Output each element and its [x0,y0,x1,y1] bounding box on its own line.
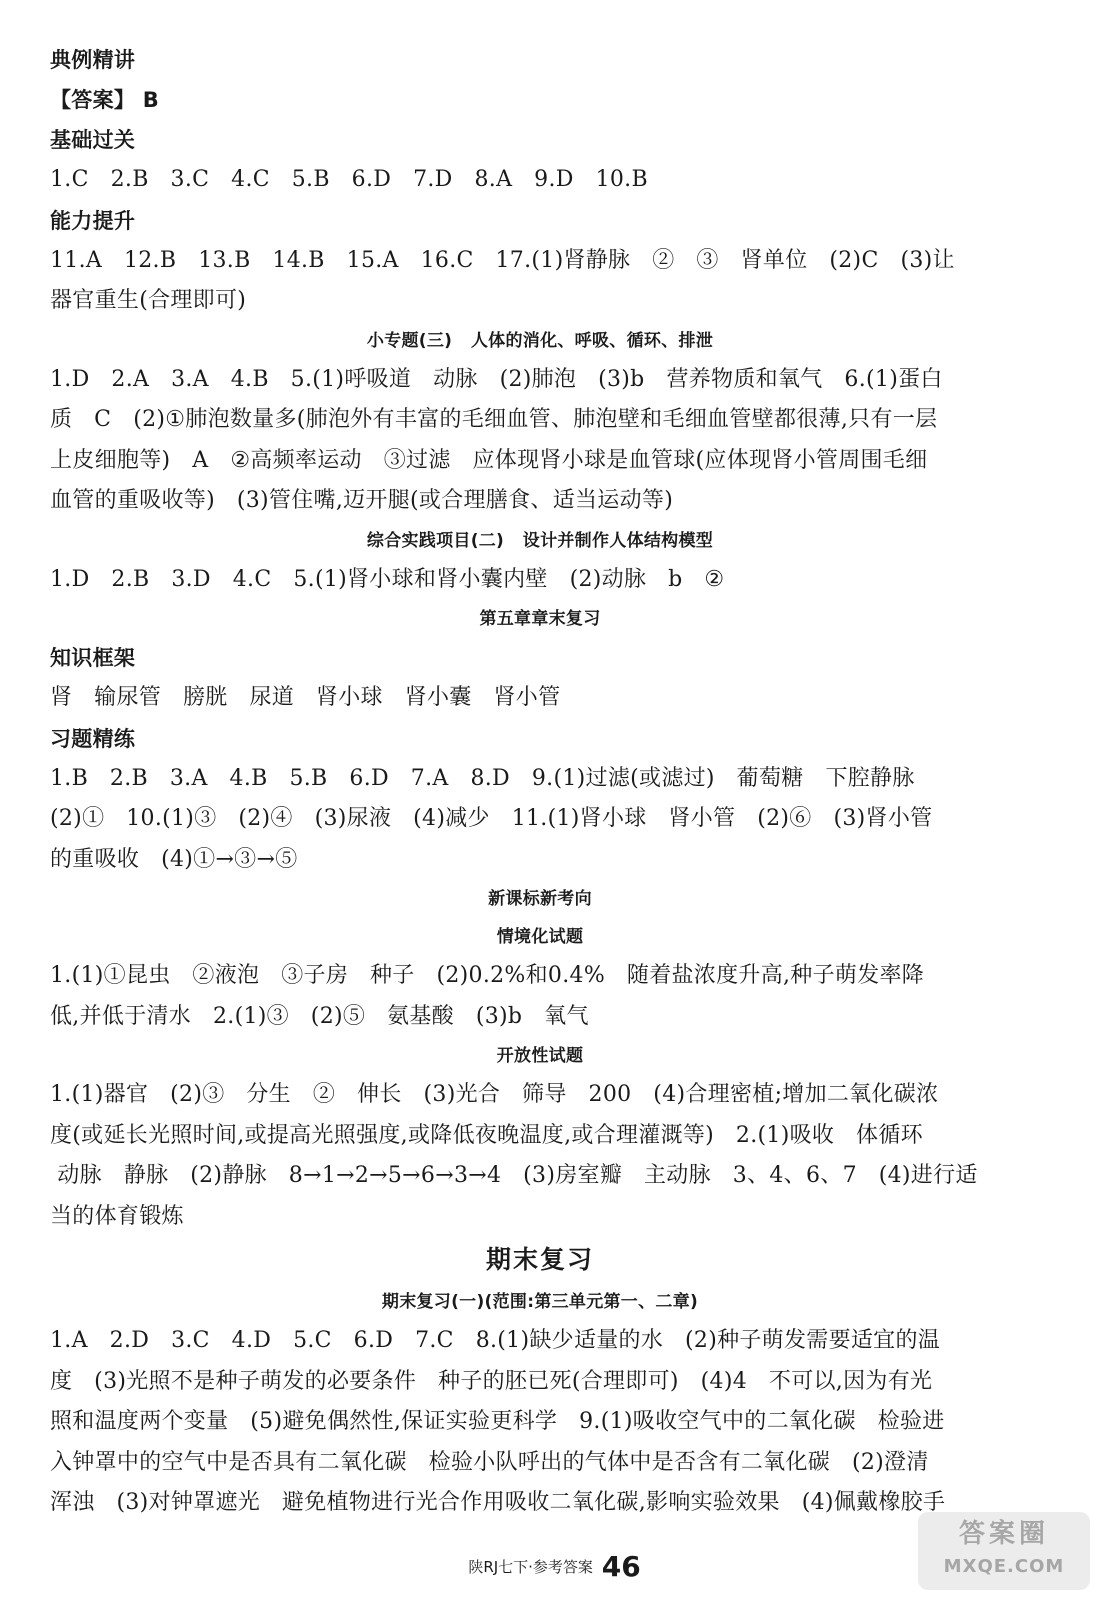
answer-line: 1.B 2.B 3.A 4.B 5.B 6.D 7.A 8.D 9.(1)过滤(或滤过) 葡萄糖 下腔静脉 [50,765,915,791]
answer-line: 血管的重吸收等) (3)管住嘴,迈开腿(或合理膳食、适当运动等) [50,488,674,513]
answer-line: 入钟罩中的空气中是否具有二氧化碳 检验小队呼出的气体中是否含有二氧化碳 (2)澄清 [50,1449,929,1475]
answer-line: 1.D 2.B 3.D 4.C 5.(1)肾小球和肾小囊内壁 (2)动脉 b ② [50,566,725,592]
answer-line: 1.(1)器官 (2)③ 分生 ② 伸长 (3)光合 筛导 200 (4)合理密植;增加二氧化碳浓 [50,1082,939,1107]
answer-line: 1.C 2.B 3.C 4.C 5.B 6.D 7.D 8.A 9.D 10.B [50,167,648,192]
section-heading: 能力提升 [50,208,136,233]
answer-line: 1.D 2.A 3.A 4.B 5.(1)呼吸道 动脉 (2)肺泡 (3)b 营养物质和氧气 6.(1)蛋白 [50,366,943,392]
subsection-title: 期末复习(一)(范围:第三单元第一、二章) [381,1292,699,1312]
subsection-title: 综合实践项目(二) 设计并制作人体结构模型 [366,530,714,551]
answer-line: 质 C (2)①肺泡数量多(肺泡外有丰富的毛细血管、肺泡壁和毛细血管壁都很薄,只有一层 [50,407,938,432]
answer-line: 度(或延长光照时间,或提高光照强度,或降低夜晚温度,或合理灌溉等) 2.(1)吸收 体循环 [50,1122,923,1148]
page-number: 46 [601,1550,641,1583]
watermark-url: MXQE.COM [943,1556,1065,1577]
answer-line: 的重吸收 (4)①→③→⑤ [50,846,298,872]
answer-line: 当的体育锻炼 [50,1203,184,1229]
answer-page [50,40,1030,1524]
subsection-title: 开放性试题 [496,1046,584,1066]
subsection-title: 情境化试题 [496,927,584,947]
answer-line: 动脉 静脉 (2)静脉 8→1→2→5→6→3→4 (3)房室瓣 主动脉 3、4、6、7 (4)进行适 [50,1163,978,1188]
footer-label: 陕RJ七下·参考答案 [468,1558,593,1576]
section-heading: 习题精练 [50,726,136,751]
answer-line: (2)① 10.(1)③ (2)④ (3)尿液 (4)减少 11.(1)肾小球 肾小管 (2)⑥ (3)肾小管 [50,806,933,831]
subsection-title: 小专题(三) 人体的消化、呼吸、循环、排泄 [366,330,714,351]
answer-line: 低,并低于清水 2.(1)③ (2)⑤ 氨基酸 (3)b 氧气 [50,1003,589,1029]
section-heading: 知识框架 [50,646,136,670]
answer-line: 照和温度两个变量 (5)避免偶然性,保证实验更科学 9.(1)吸收空气中的二氧化碳 检验进 [50,1409,945,1434]
answer-line: 度 (3)光照不是种子萌发的必要条件 种子的胚已死(合理即可) (4)4 不可以,因为有光 [50,1368,933,1394]
subsection-title: 新课标新考向 [488,889,592,909]
answer-line: 11.A 12.B 13.B 14.B 15.A 16.C 17.(1)肾静脉 ② ③ 肾单位 (2)C (3)让 [50,247,955,273]
section-heading: 典例精讲 [50,48,136,72]
answer-line: 浑浊 (3)对钟罩遮光 避免植物进行光合作用吸收二氧化碳,影响实验效果 (4)佩戴橡胶手 [50,1490,946,1515]
section-heading: 【答案】 B [50,88,160,112]
section-heading: 基础过关 [50,128,136,152]
answer-line: 器官重生(合理即可) [50,288,247,313]
answer-line: 1.(1)①昆虫 ②液泡 ③子房 种子 (2)0.2%和0.4% 随着盐浓度升高,种子萌发率降 [50,963,925,988]
subsection-title: 第五章章末复习 [479,609,601,629]
answer-line: 上皮细胞等) A ②高频率运动 ③过滤 应体现肾小球是血管球(应体现肾小管周围毛细 [50,447,928,473]
watermark-logo [918,1512,1090,1590]
chapter-title: 期末复习 [485,1245,594,1274]
answer-line: 肾 输尿管 膀胱 尿道 肾小球 肾小囊 肾小管 [50,685,561,710]
answer-line: 1.A 2.D 3.C 4.D 5.C 6.D 7.C 8.(1)缺少适量的水 (2)种子萌发需要适宜的温 [50,1328,941,1353]
watermark-title: 答案圈 [958,1519,1049,1549]
